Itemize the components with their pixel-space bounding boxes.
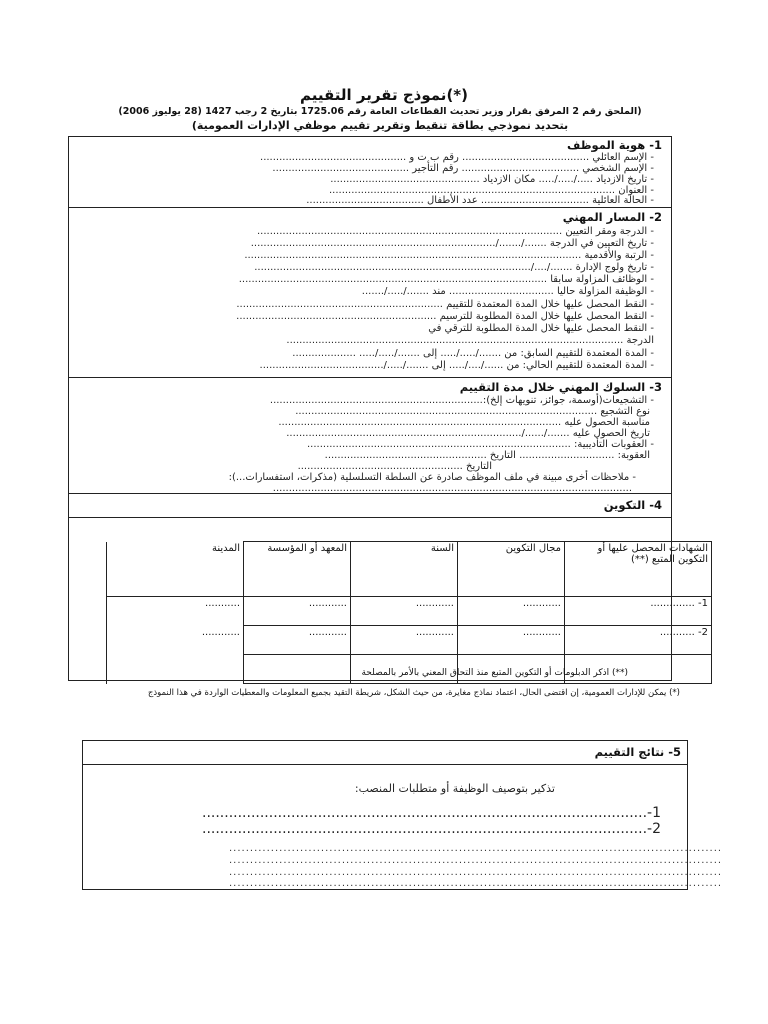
section-results (82, 740, 723, 890)
table-cell[interactable]: ............ (107, 626, 244, 655)
career-line: - تاريخ ولوج الإدارة ......./..../....................................................................................... (254, 262, 654, 273)
results-dotted-line[interactable]: ...................................................................................................................... (229, 878, 723, 889)
table-cell[interactable] (244, 655, 351, 684)
conduct-line: - العقوبات التأديبية: ................................................................................... (307, 439, 654, 450)
table-header-cell: المدينة (107, 542, 244, 597)
table-cell[interactable]: ............ (244, 626, 351, 655)
table-cell[interactable]: ............ (458, 626, 565, 655)
identity-line: - العنوان .......................................................................................... (328, 185, 654, 196)
identity-line: - الإسم الشخصي ..................................... رقم التأجير ........................................... (272, 163, 654, 174)
section-identity-title: 1- هوية الموظف (567, 138, 662, 152)
page-title: نموذج تقرير التقييم(*) (299, 86, 469, 104)
table-row (107, 626, 712, 655)
identity-line: - الحالة العائلية .................................. عدد الأطفال ..................................... (306, 195, 654, 206)
career-line: - الرتبة والأقدمية .......................................................................................................... (244, 250, 654, 261)
results-item-1[interactable]: 1-.................................................................................................... (202, 805, 661, 821)
career-line: - تاريخ التعيين في الدرجة ......./......./............................................................................. (250, 238, 654, 249)
section-conduct-title: 3- السلوك المهني خلال مدة التقييم (459, 380, 662, 394)
career-line: - المدة المعتمدة للتقييم الحالي: من ....../..../..... إلى ......./...../....................................... (259, 360, 654, 371)
table-header-cell: المعهد أو المؤسسة (244, 542, 351, 597)
section-results-header (83, 741, 687, 765)
table-cell[interactable]: ............ (244, 597, 351, 626)
conduct-line: - ملاحظات أخرى مبينة في ملف الموظف صادرة عن السلطة التسلسلية (مذكرات، استفسارات...): (228, 472, 636, 483)
conduct-line: - التشجيعات(أوسمة، جوائز، تنويهات إلخ):................................................................... (269, 395, 654, 406)
table-row (107, 542, 712, 597)
page-subtitle-purpose: بتحديد نموذجي بطاقة تنقيط وتقرير تقييم موظفي الإدارات العمومية) (191, 119, 569, 132)
section-training-title: 4- التكوين (603, 498, 662, 512)
career-line: - النقط المحصل عليها خلال المدة المطلوبة للترقي في (428, 323, 654, 334)
section-career-title: 2- المسار المهني (562, 210, 662, 224)
section-identity (68, 136, 672, 208)
training-table (106, 541, 712, 684)
career-line: - الدرجة ومقر التعيين ................................................................................................ (256, 226, 654, 237)
career-line: الدرجة .......................................................................................................... (286, 335, 654, 346)
results-item-2[interactable]: 2-.................................................................................................... (202, 821, 661, 837)
career-line: - النقط المحصل عليها خلال المدة المعتمدة للتقييم ................................................................. (236, 299, 654, 310)
table-header-cell: الشهادات المحصل عليها أو التكوين المتبع (**) (565, 542, 712, 597)
table-cell[interactable]: ............ (351, 626, 458, 655)
training-footnote: (**) اذكر الدبلومات أو التكوين المتبع منذ التحاق المعني بالأمر بالمصلحة (361, 668, 628, 678)
page-subtitle-decree: (الملحق رقم 2 المرفق بقرار وزير تحديث القطاعات العامة رقم 1725.06 بتاريخ 2 رجب 1427 (28 يوليوز 2006) (118, 106, 642, 117)
results-dotted-line[interactable]: ...................................................................................................................... (229, 843, 723, 854)
career-line: - الوظيفة المزاولة حاليا ................................. مند ......./...../....... (361, 286, 654, 297)
table-cell[interactable]: 1- .............. (565, 597, 712, 626)
conduct-line: مناسبة الحصول عليه ......................................................................................... (278, 417, 650, 428)
table-cell[interactable]: ........... (107, 597, 244, 626)
conduct-line: تاريخ الحصول عليه ......./....../.......................................................................... (286, 428, 650, 439)
table-header-cell: مجال التكوين (458, 542, 565, 597)
career-line: - الوظائف المزاولة سابقا ................................................................................................. (238, 274, 654, 285)
table-cell[interactable]: 2- ........... (565, 626, 712, 655)
conduct-line: التاريخ .................................................... (297, 461, 492, 472)
general-footnote: (*) يمكن للإدارات العمومية، إن اقتضى الحال، اعتماد نماذج مغايرة، من حيث الشكل، شريطة التقيد بجميع المعلومات والمعطيات الواردة في هذا النموذج (147, 688, 680, 698)
career-line: - النقط المحصل عليها خلال المدة المطلوبة للترسيم ............................................................... (236, 311, 654, 322)
table-header-cell: السنة (351, 542, 458, 597)
career-line: - المدة المعتمدة للتقييم السابق: من ......./...../..... إلى ......./...../..... .................... (292, 348, 654, 359)
section-training (68, 494, 672, 518)
table-row (107, 597, 712, 626)
section-conduct (68, 378, 672, 494)
results-intro: تذكير بتوصيف الوظيفة أو متطلبات المنصب: (354, 782, 555, 795)
table-cell[interactable]: ............ (458, 597, 565, 626)
identity-line: - تاريخ الازدياد ...../...../..... مكان الازدياد ............................................... (330, 174, 654, 185)
conduct-line: العقوبة: .............................. التاريخ ................................................... (324, 450, 650, 461)
results-dotted-line[interactable]: ...................................................................................................................... (229, 867, 723, 878)
results-dotted-line[interactable]: ...................................................................................................................... (229, 855, 723, 866)
conduct-line: ................................................................................................................. (272, 483, 632, 494)
section-results-title: 5- نتائج التقييم (594, 745, 681, 759)
table-cell[interactable]: ............ (351, 597, 458, 626)
section-career (68, 208, 672, 378)
identity-line: - الإسم العائلي ........................................ رقم ب ت و .............................................. (260, 152, 654, 163)
conduct-line: نوع التشجيع ............................................................................................... (295, 406, 650, 417)
table-cell[interactable] (107, 655, 244, 684)
